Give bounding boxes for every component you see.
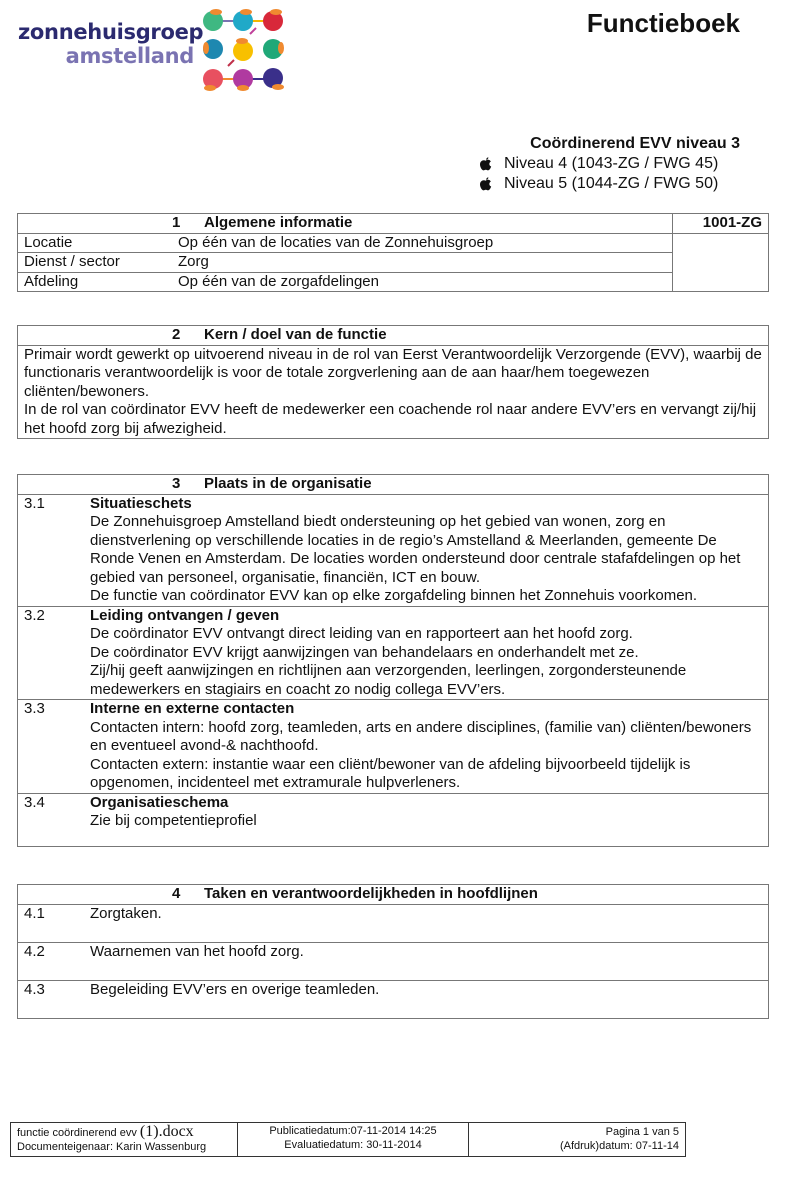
footer-evaluation: Evaluatiedatum: 30-11-2014 xyxy=(284,1139,422,1151)
task-row xyxy=(18,942,769,980)
paragraph: In de rol van coördinator EVV heeft de medewerker een coachende rol naar andere EVV’ers en vervangt zij/hij het hoofd zorg bij afwezigheid. xyxy=(24,401,757,437)
task-row xyxy=(18,904,769,942)
level-text: Niveau 4 (1043-ZG / FWG 45) xyxy=(504,155,719,172)
book-title: Functieboek xyxy=(586,8,740,38)
info-value: Zorg xyxy=(172,253,673,273)
footer-published: Publicatiedatum:07-11-2014 14:25 xyxy=(269,1125,437,1137)
subsection-heading: Interne en externe contacten xyxy=(90,700,295,717)
info-label: Dienst / sector xyxy=(18,253,173,273)
section-title: Algemene informatie xyxy=(204,214,353,231)
logo-text xyxy=(18,20,203,68)
section-header xyxy=(18,475,769,495)
info-value: Op één van de zorgafdelingen xyxy=(172,272,673,292)
task-text: Zorgtaken. xyxy=(84,904,769,942)
logo-line1: zonnehuisgroep xyxy=(18,20,204,44)
section-header xyxy=(18,326,769,346)
code-cell xyxy=(673,233,769,292)
section-title: Plaats in de organisatie xyxy=(204,475,372,492)
section-taken xyxy=(17,884,769,1019)
subsection-number: 3.4 xyxy=(18,793,85,846)
section-number: 2 xyxy=(172,326,181,343)
function-title-block xyxy=(478,134,740,194)
company-logo xyxy=(18,4,288,92)
footer-owner: Documenteigenaar: Karin Wassenburg xyxy=(17,1141,207,1153)
task-number: 4.3 xyxy=(18,980,85,1018)
section-plaats-in-organisatie xyxy=(17,474,769,847)
section-number: 3 xyxy=(172,475,181,492)
logo-line2: amstelland xyxy=(65,44,194,68)
subsection-line: Zie bij competentieprofiel xyxy=(90,812,257,829)
logo-dots-icon xyxy=(198,4,288,92)
info-row xyxy=(18,233,769,253)
section-title: Kern / doel van de functie xyxy=(204,326,387,343)
task-text: Waarnemen van het hoofd zorg. xyxy=(84,942,769,980)
page-footer xyxy=(10,1122,686,1157)
subsection-line: Zij/hij geeft aanwijzingen en richtlijnen aan verzorgenden, leerlingen, zorgondersteunende medewerkers en stagiairs en coacht zo nodig collega EVV’ers. xyxy=(90,662,687,698)
footer-filename: functie coördinerend evv (1).docx xyxy=(17,1123,194,1140)
apple-icon xyxy=(478,156,494,172)
paragraph: Primair wordt gewerkt op uitvoerend niveau in de rol van Eerst Verantwoordelijk Verzorgende (EVV), waarbij de functionaris verantwoordelijk is voor de totale zorgverlening aan de aan haar/hem toegewezen cliënten/bewoners. xyxy=(24,345,762,400)
task-number: 4.1 xyxy=(18,904,85,942)
info-label: Locatie xyxy=(18,233,173,253)
function-code: 1001-ZG xyxy=(673,214,769,234)
function-level xyxy=(478,174,740,194)
task-text: Begeleiding EVV’ers en overige teamleden. xyxy=(84,980,769,1018)
subsection-line: De coördinator EVV ontvangt direct leiding van en rapporteert aan het hoofd zorg. xyxy=(90,625,633,642)
section-body xyxy=(18,345,769,439)
function-title: Coördinerend EVV niveau 3 xyxy=(530,135,740,152)
footer-page: Pagina 1 van 5 xyxy=(605,1126,679,1138)
info-label: Afdeling xyxy=(18,272,173,292)
task-number: 4.2 xyxy=(18,942,85,980)
subsection-number: 3.2 xyxy=(18,606,85,700)
section-algemene-informatie xyxy=(17,213,769,292)
subsection-line: Contacten intern: hoofd zorg, teamleden, arts en andere disciplines, (familie van) cliënten/bewoners en eventueel avond-& nachthoofd. xyxy=(90,718,752,754)
subsection-heading: Organisatieschema xyxy=(90,793,229,811)
subsection-line: De coördinator EVV krijgt aanwijzingen van behandelaars en onderhandelt met ze. xyxy=(90,643,639,661)
footer-print-date: (Afdruk)datum: 07-11-14 xyxy=(559,1140,679,1152)
section-number: 1 xyxy=(172,214,181,231)
function-level xyxy=(478,154,740,174)
subsection-heading: Situatieschets xyxy=(90,494,192,512)
section-title: Taken en verantwoordelijkheden in hoofdlijnen xyxy=(204,885,538,902)
subsection-number: 3.3 xyxy=(18,700,85,794)
section-header xyxy=(18,885,769,905)
subsection-row xyxy=(18,793,769,846)
section-kern-doel xyxy=(17,325,769,439)
info-row xyxy=(18,272,769,292)
subsection-heading: Leiding ontvangen / geven xyxy=(90,606,280,624)
section-header xyxy=(18,214,769,234)
subsection-line: Contacten extern: instantie waar een cliënt/bewoner van de afdeling bijvoorbeeld tijdelijk is opgenomen, incidenteel met extramurale hulpverleners. xyxy=(90,755,691,791)
task-row xyxy=(18,980,769,1018)
level-text: Niveau 5 (1044-ZG / FWG 50) xyxy=(504,175,719,192)
section-number: 4 xyxy=(172,885,181,902)
apple-icon xyxy=(478,176,494,192)
subsection-line: De Zonnehuisgroep Amstelland biedt ondersteuning op het gebied van wonen, zorg en dienstverlening op verschillende locaties in de regio’s Amstelland & Meerlanden, gemeente De Ronde Venen en Amsterdam. De locaties worden ondersteund door centrale stafafdelingen op het gebied van personeel, organisatie, financiën, ICT en bouw. xyxy=(90,513,741,586)
subsection-number: 3.1 xyxy=(18,494,85,606)
info-row xyxy=(18,253,769,273)
subsection-row xyxy=(18,606,769,700)
subsection-row xyxy=(18,494,769,606)
info-value: Op één van de locaties van de Zonnehuisgroep xyxy=(172,233,673,253)
subsection-row xyxy=(18,700,769,794)
subsection-line: De functie van coördinator EVV kan op elke zorgafdeling binnen het Zonnehuis voorkomen. xyxy=(90,587,698,604)
